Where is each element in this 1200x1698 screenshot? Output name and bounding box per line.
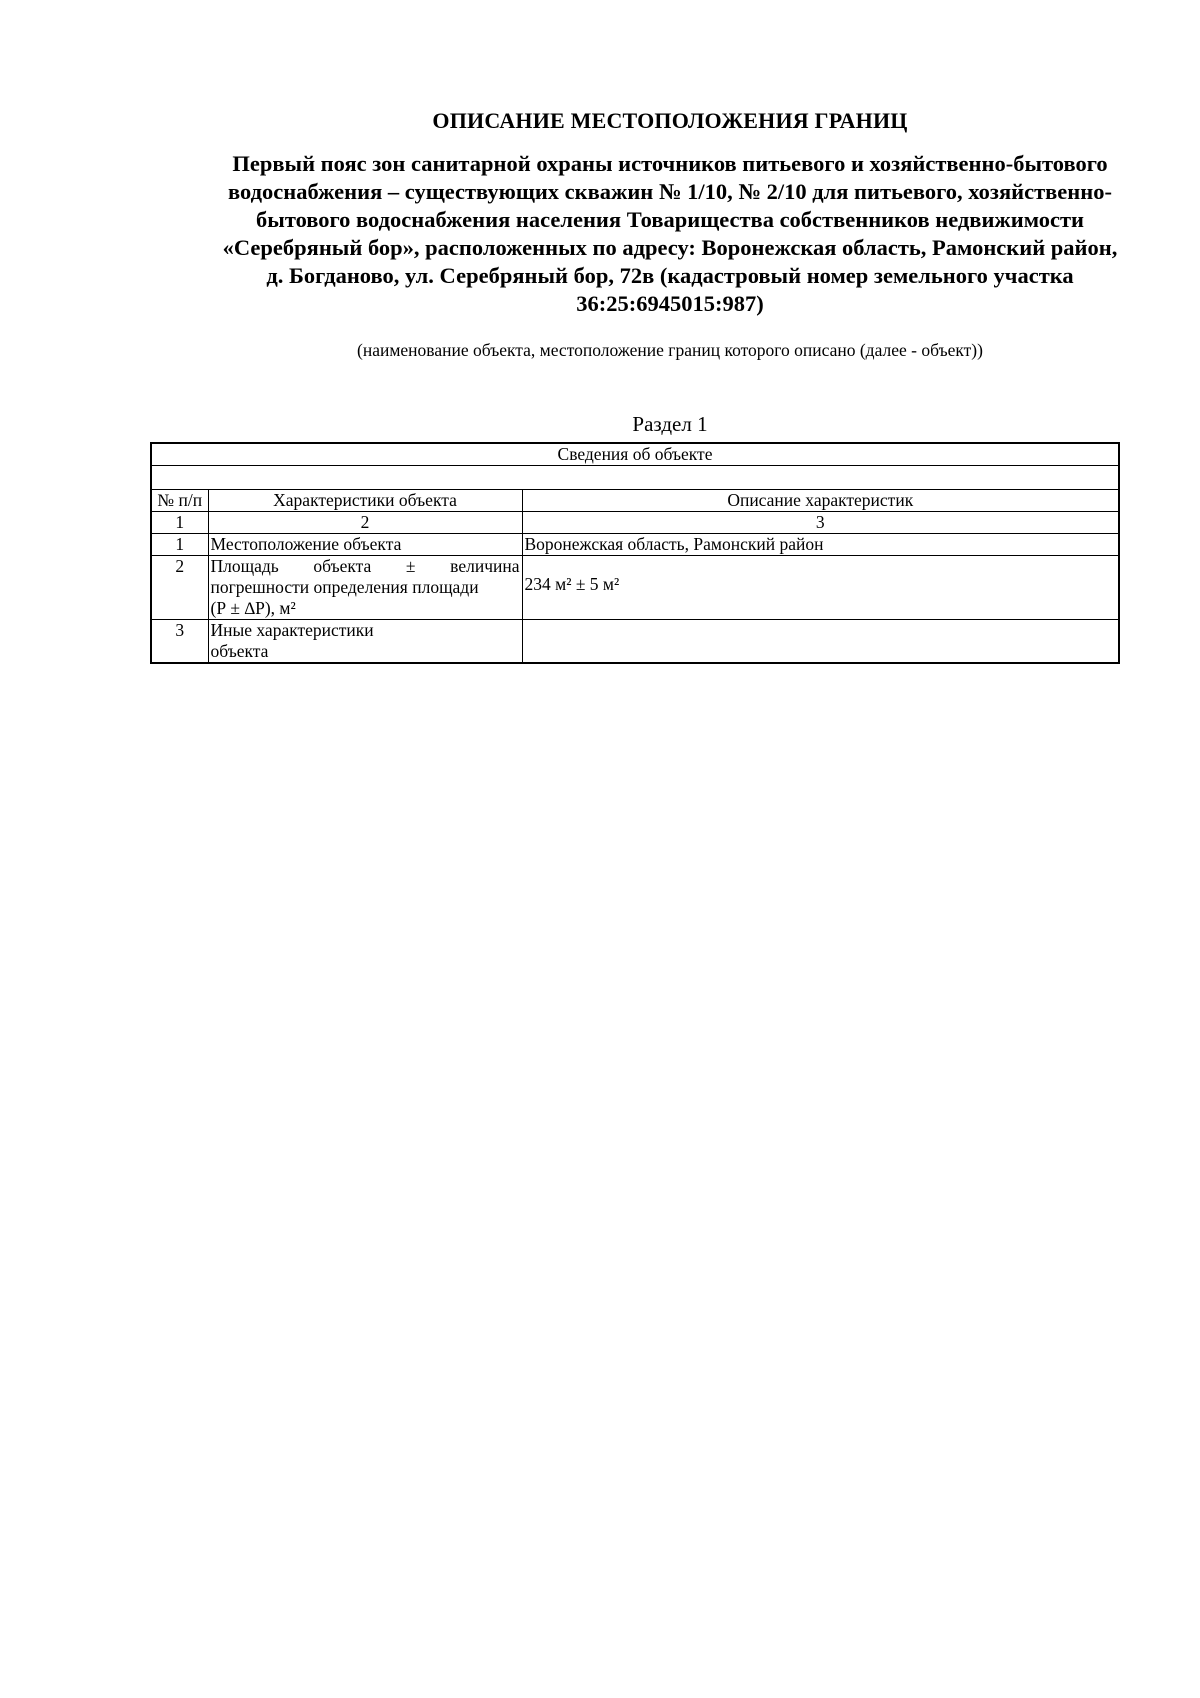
table-header: Сведения об объекте	[151, 443, 1119, 466]
column-number: 1	[151, 512, 208, 534]
row-characteristic	[208, 556, 522, 620]
row-number: 1	[151, 534, 208, 556]
table-spacer	[151, 466, 1119, 490]
row-description	[522, 620, 1119, 664]
characteristic-line: объекта	[210, 641, 269, 661]
row-description: 234 м² ± 5 м²	[522, 556, 1119, 620]
subtitle-line: Первый пояс зон санитарной охраны источников питьевого и хозяйственно-бытового	[232, 151, 1108, 176]
subtitle-line: д. Богданово, ул. Серебряный бор, 72в (кадастровый номер земельного участка	[266, 263, 1074, 288]
subtitle-line: бытового водоснабжения населения Товарищества собственников недвижимости	[256, 207, 1084, 232]
table-row	[151, 620, 1119, 664]
object-info-table	[150, 442, 1120, 664]
document-title: ОПИСАНИЕ МЕСТОПОЛОЖЕНИЯ ГРАНИЦ	[432, 108, 908, 133]
table-spacer-row	[151, 466, 1119, 490]
row-characteristic	[208, 620, 522, 664]
table-row	[151, 556, 1119, 620]
table-column-numbers-row	[151, 512, 1119, 534]
characteristic-line: Площадь объекта ± величина	[210, 556, 520, 576]
characteristic-line: Местоположение объекта	[210, 534, 402, 554]
section-title: Раздел 1	[632, 412, 708, 436]
characteristic-line: погрешности определения площади	[210, 577, 479, 597]
document-subtitle	[150, 150, 1190, 318]
row-number: 2	[151, 556, 208, 620]
row-number: 3	[151, 620, 208, 664]
column-number: 2	[208, 512, 522, 534]
column-header-num: № п/п	[151, 490, 208, 512]
object-caption: (наименование объекта, местоположение границ которого описано (далее - объект))	[357, 340, 983, 360]
characteristic-line: Иные характеристики	[210, 620, 374, 640]
row-description: Воронежская область, Рамонский район	[522, 534, 1119, 556]
subtitle-line: водоснабжения – существующих скважин № 1/10, № 2/10 для питьевого, хозяйственно-	[228, 179, 1112, 204]
table-header-row	[151, 443, 1119, 466]
characteristic-line: (Р ± ∆Р), м²	[210, 598, 296, 618]
subtitle-line: «Серебряный бор», расположенных по адресу: Воронежская область, Рамонский район,	[222, 235, 1118, 260]
table-columns-row	[151, 490, 1119, 512]
column-header-characteristic: Характеристики объекта	[208, 490, 522, 512]
subtitle-line: 36:25:6945015:987)	[576, 291, 764, 316]
column-header-description: Описание характеристик	[522, 490, 1119, 512]
column-number: 3	[522, 512, 1119, 534]
table-row	[151, 534, 1119, 556]
row-characteristic	[208, 534, 522, 556]
